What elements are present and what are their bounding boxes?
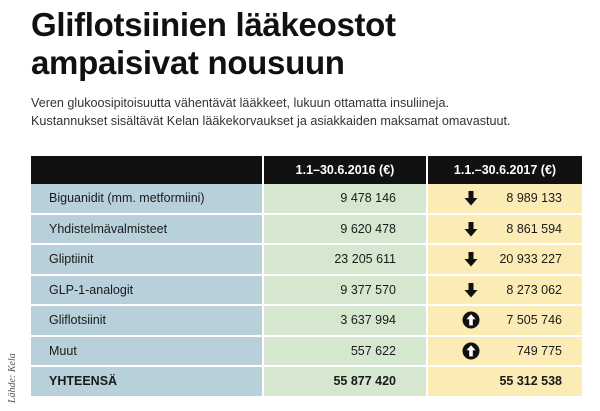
value-2017: 20 933 227	[499, 252, 562, 267]
header-2017: 1.1.–30.6.2017 (€)	[428, 156, 582, 184]
value-2017-cell	[428, 306, 582, 337]
row-name: Biguanidit (mm. metformiini)	[31, 184, 264, 215]
table-row	[31, 245, 582, 276]
row-name: GLP-1-analogit	[31, 276, 264, 307]
total-label: YHTEENSÄ	[31, 367, 264, 398]
row-name: Yhdistelmävalmisteet	[31, 215, 264, 246]
value-2017: 7 505 746	[506, 313, 562, 328]
row-name: Gliflotsiinit	[31, 306, 264, 337]
value-2017-cell	[428, 276, 582, 307]
value-2016: 557 622	[264, 337, 428, 368]
total-2017: 55 312 538	[499, 374, 562, 389]
arrow-up-circle-icon	[462, 311, 480, 329]
arrow-down-icon	[462, 281, 480, 299]
arrow-down-icon	[462, 189, 480, 207]
total-2016: 55 877 420	[264, 367, 428, 398]
title-line-1: Gliflotsiinien lääkeostot	[31, 6, 396, 43]
source-credit	[5, 337, 19, 407]
table-header-row	[31, 156, 582, 184]
table-row	[31, 276, 582, 307]
value-2017-cell	[428, 337, 582, 368]
header-name	[31, 156, 264, 184]
value-2016: 9 377 570	[264, 276, 428, 307]
table-row	[31, 184, 582, 215]
value-2016: 9 478 146	[264, 184, 428, 215]
arrow-down-icon	[462, 220, 480, 238]
table-row	[31, 337, 582, 368]
value-2017-cell	[428, 184, 582, 215]
value-2017: 749 775	[516, 343, 562, 358]
row-name: Gliptiinit	[31, 245, 264, 276]
value-2017: 8 989 133	[506, 191, 562, 206]
title-line-2: ampaisivat nousuun	[31, 44, 345, 81]
subtitle-line-1: Veren glukoosipitoisuutta vähentävät lääkkeet, lukuun ottamatta insuliineja.	[31, 96, 449, 110]
cost-table	[31, 156, 582, 398]
value-2017-cell	[428, 245, 582, 276]
source-text: Lähde: Kela	[7, 353, 18, 403]
subtitle	[31, 94, 591, 130]
subtitle-line-2: Kustannukset sisältävät Kelan lääkekorvaukset ja asiakkaiden maksamat omavastuut.	[31, 114, 511, 128]
page-title	[31, 6, 591, 82]
total-2017-cell	[428, 367, 582, 398]
header-2016: 1.1–30.6.2016 (€)	[264, 156, 428, 184]
value-2016: 3 637 994	[264, 306, 428, 337]
table-row	[31, 215, 582, 246]
arrow-down-icon	[462, 250, 480, 268]
value-2016: 23 205 611	[264, 245, 428, 276]
value-2017: 8 273 062	[506, 282, 562, 297]
total-row	[31, 367, 582, 398]
value-2017: 8 861 594	[506, 221, 562, 236]
row-name: Muut	[31, 337, 264, 368]
table-row	[31, 306, 582, 337]
arrow-up-circle-icon	[462, 342, 480, 360]
value-2017-cell	[428, 215, 582, 246]
value-2016: 9 620 478	[264, 215, 428, 246]
